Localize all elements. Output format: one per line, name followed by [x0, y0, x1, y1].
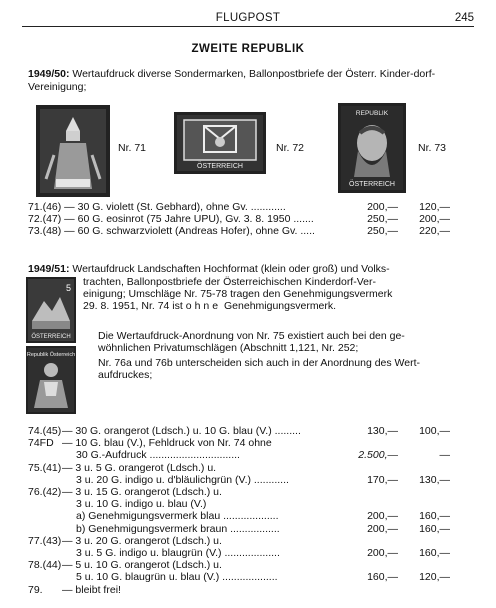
table-row: 71.(46) — 30 G. violett (St. Gebhard), ohne Gv. ............ 200,— 120,— — [28, 201, 450, 213]
issue2-line: 29. 8. 1951, Nr. 74 ist ohne Genehmigungsvermerk. — [83, 300, 337, 312]
svg-text:ÖSTERREICH: ÖSTERREICH — [31, 334, 71, 340]
price-unused: 2.500,— — [358, 449, 398, 462]
row-description: — bleibt frei! — [62, 583, 121, 596]
price-used: 120,— — [419, 571, 450, 584]
st-gebhard-stamp-icon — [36, 105, 110, 197]
issue2-line: trachten, Ballonpostbriefe der Österreichischen Kinderdorf-Ver- — [83, 276, 376, 288]
price-used: 130,— — [419, 473, 450, 486]
row-number: 76.(42) — [28, 486, 62, 498]
table-row — [28, 510, 468, 523]
stamp-image-73 — [338, 103, 406, 193]
row-description: — 10 G. blau (V.), Fehldruck von Nr. 74 ohne — [62, 437, 272, 450]
price-unused: 170,— — [367, 473, 398, 486]
price-unused: 200,— — [367, 547, 398, 559]
stamp-image-71 — [36, 105, 110, 197]
row-description: 5 u. 10 G. blaugrün u. blau (V.) ................... — [76, 571, 278, 584]
page-number: 245 — [454, 12, 474, 24]
stamp-label-73: Nr. 73 — [418, 142, 447, 154]
stamp73-overprint: REPUBLIK — [355, 110, 389, 117]
table-row — [28, 474, 468, 487]
price-used: — — [439, 449, 450, 462]
price-unused: 130,— — [367, 425, 398, 437]
price-used: 160,— — [419, 547, 450, 559]
stamp-label-72: Nr. 72 — [276, 142, 305, 154]
row-description: — 3 u. 20 G. orangerot (Ldsch.) u. — [62, 534, 222, 547]
row-number: 74FD — [28, 437, 54, 450]
row-description: 30 G.-Aufdruck ............................... — [76, 449, 240, 462]
table-row — [28, 559, 468, 572]
table-row — [28, 486, 468, 499]
note-line: Nr. 76a und 76b unterscheiden sich auch in der Anordnung des Wert- — [98, 357, 421, 369]
table-row — [28, 571, 468, 584]
price-used: 100,— — [419, 425, 450, 437]
note-line: Die Wertaufdruck-Anordnung von Nr. 75 existiert auch bei den ge- — [98, 330, 405, 342]
row-number: 78.(44) — [28, 559, 62, 572]
row-description: 3 u. 10 G. indigo u. blau (V.) — [76, 498, 207, 511]
row-description: — 30 G. orangerot (Ldsch.) u. 10 G. blau (V.) ......... — [62, 425, 301, 437]
price-unused: 160,— — [367, 571, 398, 584]
table-row: 73.(48) — 60 G. schwarzviolett (Andreas Hofer), ohne Gv. ..... 250,— 220,— — [28, 225, 450, 237]
stamp-image-costume — [26, 346, 76, 414]
table-row — [28, 462, 468, 475]
issue2-line: einigung; Umschläge Nr. 75-78 tragen den Genehmigungsvermerk — [83, 288, 393, 300]
issue1-year: 1949/50: — [28, 68, 70, 80]
row-description: — 3 u. 5 G. orangerot (Ldsch.) u. — [62, 461, 217, 474]
table-row — [28, 498, 468, 511]
price-used: 160,— — [419, 522, 450, 535]
table-row: 72.(47) — 60 G. eosinrot (75 Jahre UPU), Gv. 3. 8. 1950 ....... 250,— 200,— — [28, 213, 450, 225]
row-description: b) Genehmigungsvermerk braun ................. — [76, 522, 280, 535]
issue2-intro: 1949/51: Wertaufdruck Landschaften Hochformat (klein oder groß) und Volks- — [28, 263, 390, 275]
stamp72-caption: ÖSTERREICH — [197, 163, 243, 170]
price-unused: 200,— — [367, 510, 398, 523]
stamp-image-72 — [174, 112, 266, 174]
running-header: FLUGPOST — [215, 12, 281, 24]
table-row — [28, 584, 468, 597]
issue1-intro — [28, 68, 468, 94]
row-number: 77.(43) — [28, 534, 62, 547]
price-unused: 200,— — [367, 522, 398, 535]
table-row — [28, 547, 468, 560]
note-line: aufdruckes; — [98, 369, 153, 381]
section-title: ZWEITE REPUBLIK — [191, 43, 305, 55]
table-row — [28, 523, 468, 536]
stamp73-caption: ÖSTERREICH — [349, 181, 395, 188]
row-number: 79. — [28, 583, 43, 596]
stamp-image-landscape — [26, 277, 76, 343]
row-description: 3 u. 5 G. indigo u. blaugrün (V.) ................... — [76, 547, 280, 559]
upu-stamp-icon — [174, 112, 266, 174]
price-used: 160,— — [419, 510, 450, 523]
costume-stamp-icon — [26, 346, 76, 414]
table-row — [28, 425, 468, 438]
row-description: 3 u. 20 G. indigo u. d'bläulichgrün (V.) ............ — [76, 473, 289, 486]
issue1-text: Wertaufdruck diverse Sondermarken, Ballonpostbriefe der Österr. Kinder-dorf-Vereinigung; — [28, 68, 436, 93]
stamp-value-5: 5 — [66, 283, 72, 293]
landscape-stamp-icon — [26, 277, 76, 343]
note-line: wöhnlichen Privatumschlägen (Abschnitt 1,121, Nr. 252; — [98, 342, 359, 354]
issue2-year: 1949/51: — [28, 263, 70, 275]
row-description: — 3 u. 15 G. orangerot (Ldsch.) u. — [62, 486, 222, 498]
row-number: 75.(41) — [28, 461, 62, 474]
stamp-label-71: Nr. 71 — [118, 142, 147, 154]
row-description: a) Genehmigungsvermerk blau ................... — [76, 510, 279, 523]
table-row — [28, 449, 468, 462]
andreas-hofer-stamp-icon — [338, 103, 406, 193]
table-row — [28, 535, 468, 548]
row-description: — 5 u. 10 G. orangerot (Ldsch.) u. — [62, 559, 222, 572]
svg-text:Republik Österreich: Republik Österreich — [26, 352, 76, 358]
header-rule — [22, 26, 474, 27]
row-number: 74.(45) — [28, 425, 62, 437]
table-row — [28, 437, 468, 450]
